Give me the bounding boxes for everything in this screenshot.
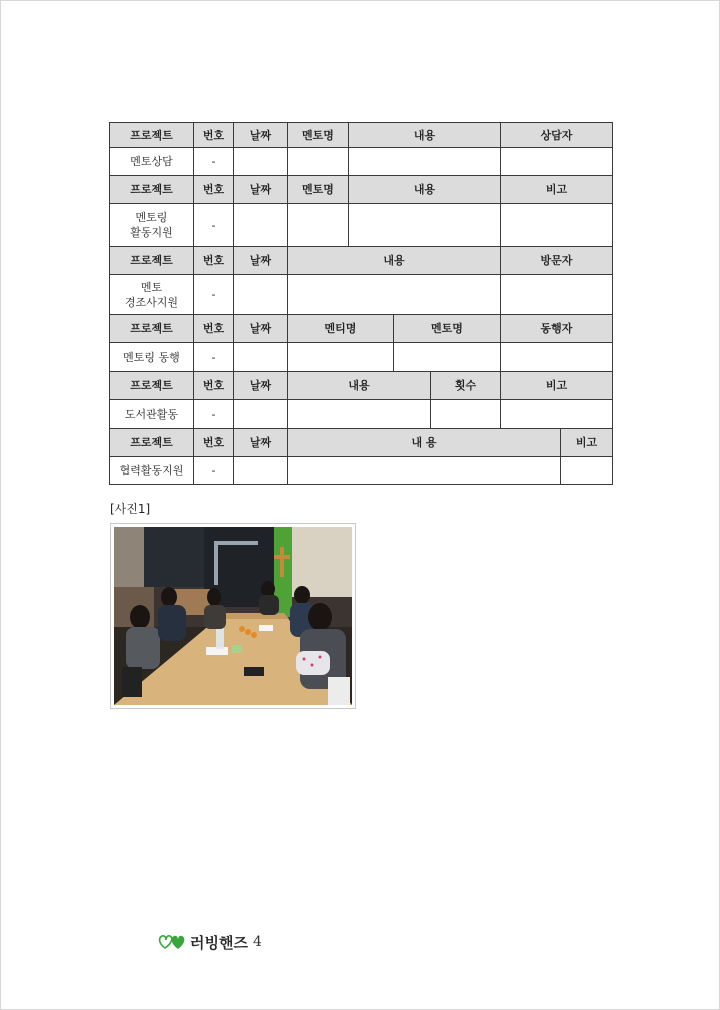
header-mentor-name: 멘토명 [288,176,349,204]
mentoring-accompany-table [109,314,613,372]
cell-companion [501,343,613,372]
cell-visitor [501,275,613,315]
header-number: 번호 [194,247,234,275]
header-content: 내 용 [288,429,561,457]
cell-mentor-name [288,148,349,176]
cell-counselor [501,148,613,176]
cell-number: - [194,457,234,485]
header-number: 번호 [194,176,234,204]
cell-number: - [194,343,234,372]
header-visitor: 방문자 [501,247,613,275]
cell-date [234,400,288,429]
cell-mentee-name [288,343,394,372]
header-project: 프로젝트 [110,176,194,204]
cell-number: - [194,275,234,315]
cell-project: 도서관활동 [110,400,194,429]
header-number: 번호 [194,123,234,148]
mentor-family-event-table [109,246,613,315]
header-project: 프로젝트 [110,315,194,343]
header-date: 날짜 [234,247,288,275]
header-content: 내용 [349,123,501,148]
cell-mentor-name [288,204,349,247]
meeting-photo-illustration [114,527,352,705]
cell-note [561,457,613,485]
header-content: 내용 [349,176,501,204]
header-date: 날짜 [234,372,288,400]
cell-content [349,148,501,176]
header-date: 날짜 [234,315,288,343]
cooperation-support-table [109,428,613,485]
cell-number: - [194,400,234,429]
cell-content [288,457,561,485]
library-activity-table [109,371,613,429]
header-mentee-name: 멘티명 [288,315,394,343]
header-content: 내용 [288,247,501,275]
cell-project: 멘토 경조사지원 [110,275,194,315]
mentor-counsel-table [109,122,613,176]
cell-date [234,343,288,372]
header-project: 프로젝트 [110,429,194,457]
footer-brand: 러빙핸즈 [190,933,248,952]
cell-date [234,148,288,176]
header-project: 프로젝트 [110,372,194,400]
cell-date [234,204,288,247]
cell-number: - [194,148,234,176]
header-counselor: 상담자 [501,123,613,148]
header-count: 횟수 [431,372,501,400]
header-number: 번호 [194,372,234,400]
header-content: 내용 [288,372,431,400]
header-date: 날짜 [234,176,288,204]
cell-project: 멘토링 활동지원 [110,204,194,247]
cell-project: 멘토상담 [110,148,194,176]
header-mentor-name: 멘토명 [394,315,501,343]
header-project: 프로젝트 [110,123,194,148]
page-number: 4 [252,934,262,950]
cell-content [349,204,501,247]
meeting-photo [110,523,356,709]
header-number: 번호 [194,429,234,457]
cell-project: 멘토링 동행 [110,343,194,372]
header-number: 번호 [194,315,234,343]
cell-project: 협력활동지원 [110,457,194,485]
header-date: 날짜 [234,123,288,148]
footer [157,930,262,954]
header-project: 프로젝트 [110,247,194,275]
cell-note [501,400,613,429]
cell-content [288,400,431,429]
cell-date [234,457,288,485]
cell-note [501,204,613,247]
cell-count [431,400,501,429]
loving-hands-logo-icon [157,932,187,952]
header-date: 날짜 [234,429,288,457]
mentoring-support-table [109,175,613,247]
header-note: 비고 [501,372,613,400]
header-note: 비고 [501,176,613,204]
cell-content [288,275,501,315]
cell-mentor-name [394,343,501,372]
cell-number: - [194,204,234,247]
cell-date [234,275,288,315]
header-mentor-name: 멘토명 [288,123,349,148]
header-note: 비고 [561,429,613,457]
header-companion: 동행자 [501,315,613,343]
photo-caption: [사진1] [110,502,151,516]
